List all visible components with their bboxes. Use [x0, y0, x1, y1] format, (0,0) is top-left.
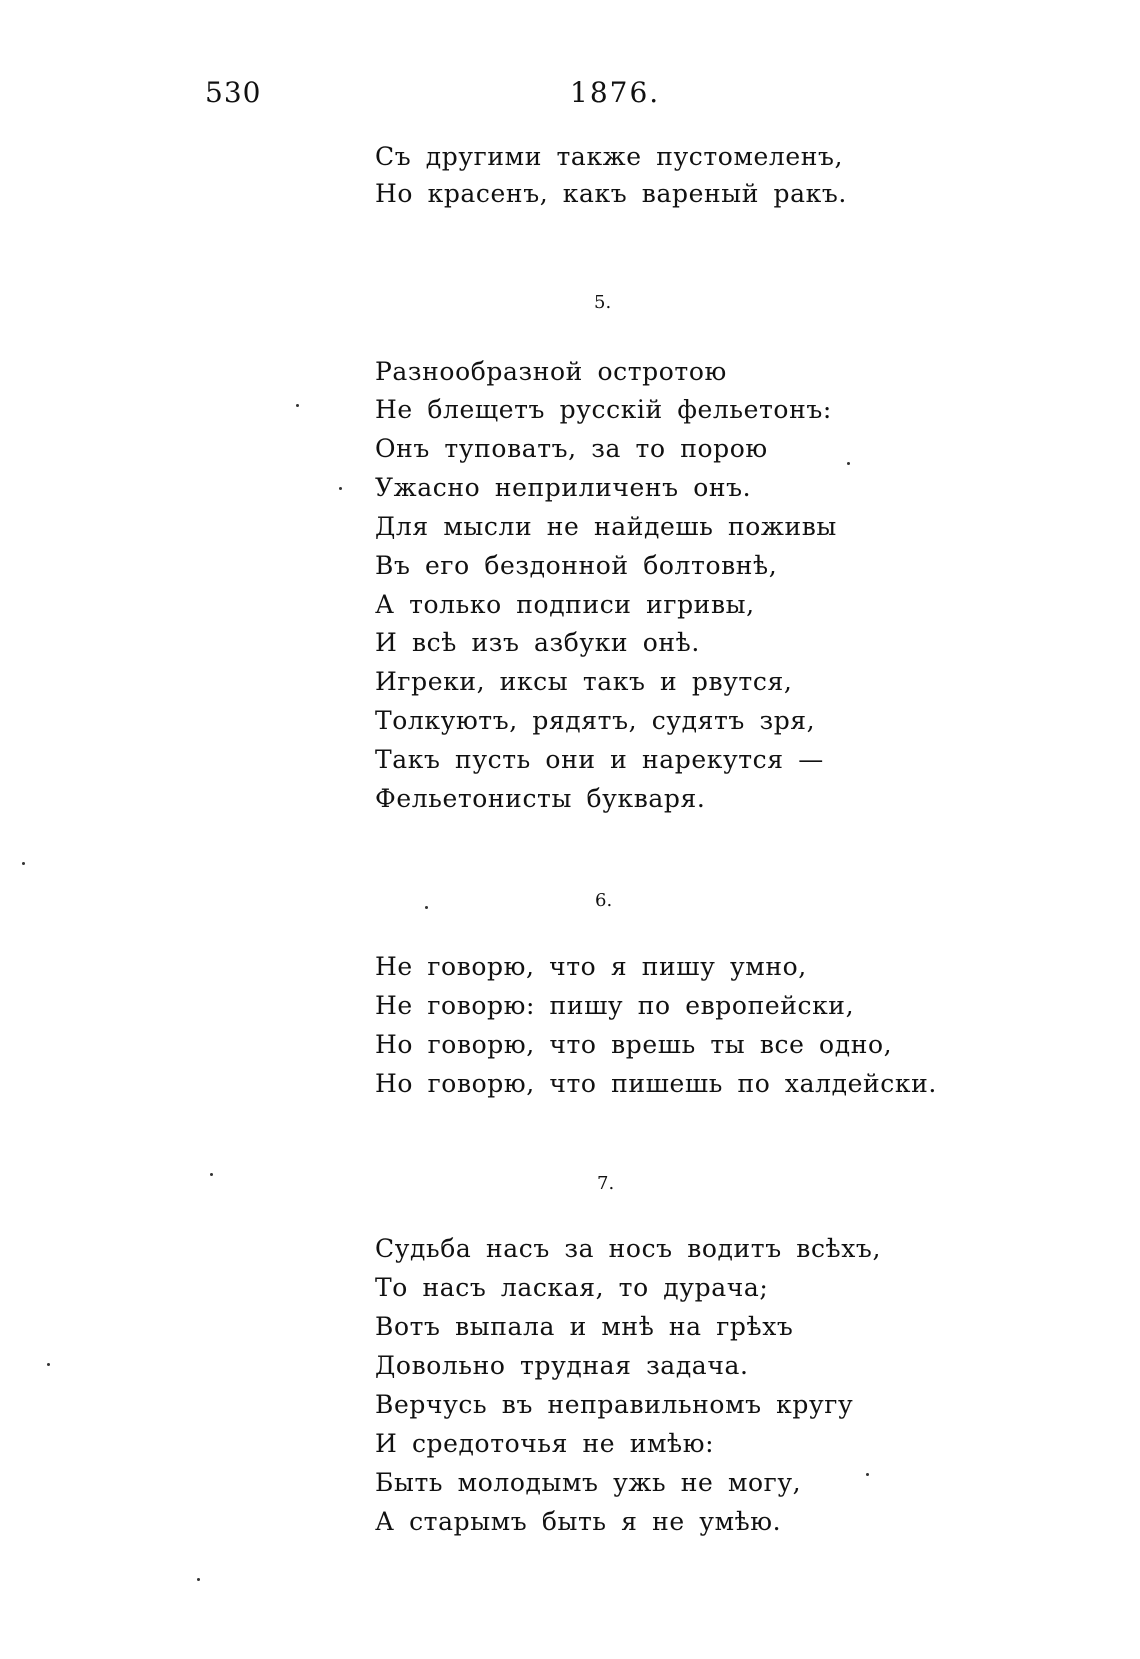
poem-line: Но говорю, что врешь ты все одно,: [375, 1030, 893, 1059]
poem-line: А старымъ быть я не умѣю.: [375, 1507, 782, 1536]
poem-line: Ужасно неприличенъ онъ.: [375, 473, 752, 502]
poem-line: Довольно трудная задача.: [375, 1351, 749, 1380]
scan-speck: [866, 1473, 869, 1476]
poem-line: Съ другими также пустомеленъ,: [375, 142, 844, 171]
scan-speck: [197, 1578, 200, 1581]
poem-line: Такъ пусть они и нарекутся —: [375, 745, 824, 774]
poem-line: Быть молодымъ ужь не могу,: [375, 1468, 802, 1497]
scan-speck: [296, 404, 299, 407]
poem-line: И средоточья не имѣю:: [375, 1429, 715, 1458]
poem-line: Не блещетъ русскій фельетонъ:: [375, 395, 832, 424]
poem-line: Онъ туповатъ, за то порою: [375, 434, 768, 463]
scan-speck: [210, 1173, 213, 1176]
poem-line: Судьба насъ за носъ водитъ всѣхъ,: [375, 1234, 881, 1263]
poem-line: Въ его бездонной болтовнѣ,: [375, 551, 778, 580]
poem-line: Верчусь въ неправильномъ кругу: [375, 1390, 854, 1419]
poem-line: Но говорю, что пишешь по халдейски.: [375, 1069, 937, 1098]
scan-speck: [47, 1363, 50, 1366]
poem-line: Разнообразной остротою: [375, 357, 727, 386]
poem-line: Толкуютъ, рядятъ, судятъ зря,: [375, 706, 816, 735]
running-head: 1876.: [570, 76, 661, 109]
section-number: 5.: [594, 292, 612, 313]
scan-speck: [425, 906, 428, 909]
poem-line: А только подписи игривы,: [375, 590, 755, 619]
section-number: 7.: [597, 1173, 615, 1194]
poem-line: Но красенъ, какъ вареный ракъ.: [375, 179, 847, 208]
poem-line: То насъ лаская, то дурача;: [375, 1273, 769, 1302]
scan-speck: [847, 462, 850, 465]
page-number: 530: [205, 76, 262, 109]
poem-line: Игреки, иксы такъ и рвутся,: [375, 667, 793, 696]
section-number: 6.: [595, 890, 613, 911]
poem-line: Вотъ выпала и мнѣ на грѣхъ: [375, 1312, 794, 1341]
scan-speck: [339, 487, 342, 490]
poem-line: Для мысли не найдешь поживы: [375, 512, 837, 541]
poem-line: Фельетонисты букваря.: [375, 784, 706, 813]
poem-line: Не говорю, что я пишу умно,: [375, 952, 807, 981]
poem-line: И всѣ изъ азбуки онѣ.: [375, 628, 700, 657]
poem-line: Не говорю: пишу по европейски,: [375, 991, 855, 1020]
scan-speck: [22, 862, 25, 865]
